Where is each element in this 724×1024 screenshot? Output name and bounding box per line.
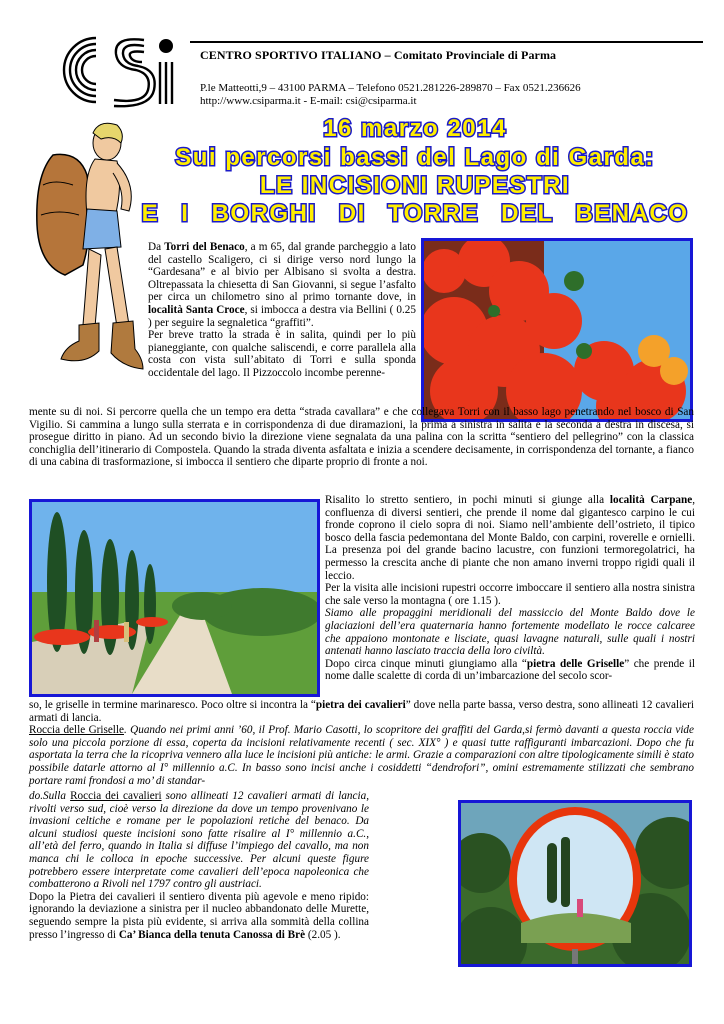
address-line: P.le Matteotti,9 – 43100 PARMA – Telefono 0521.281226-289870 – Fax 0521.236626 — [200, 82, 581, 94]
carpane-text-2: , confluenza di diversi sentieri, che prende il nome dal gigantesco carpino le cui fronde coprono il cielo sopra di noi. Siamo nell’ambiente dell’ostrieto, il tipico bosco della fascia pedemontana del Monte Baldo, con carpini, roverelle e ornielli. La presenza poi del grande bacino lacustre, con funzioni termoregolatrici, ha permesso la crescita anche di piante che non amano inverni troppo rigidi quali il leccio. — [325, 494, 695, 582]
title-date: 16 marzo 2014 — [323, 115, 507, 142]
roccia-cavalieri-body — [29, 790, 369, 891]
place-carpane: località Carpane — [609, 494, 693, 506]
place-ca-bianca: Ca’ Bianca della tenuta Canossa di Brè — [118, 928, 306, 941]
glaciation-text: Siamo alle propaggini meridionali del massiccio del Monte Baldo dove le glaciazioni dell’era quaternaria hanno fortemente modellato le rocce calcaree che appaiono montonate e lisciate, quasi lavagne naturali, sulle quali i nostri antenati hanno lasciato traccia della loro civiltà. — [325, 607, 695, 658]
intro-text-1: Da — [148, 241, 165, 253]
place-torri: Torri del Benaco — [164, 241, 245, 253]
griselle-paragraph — [325, 658, 695, 683]
header-rule — [190, 41, 703, 43]
griselle-text-1: Dopo circa cinque minuti giungiamo alla “ — [325, 657, 527, 670]
route-paragraph: mente su di noi. Si percorre quella che un tempo era detta “strada cavallara” e che collegava Torri con il basso lago penetrando nel bosco di San Vigilio. Si cammina a lungo sulla sterrata e in corrispondenza di due diramazioni, la prima a sinistra in salita e la seconda a destra in discesa, si prosegue diritto in piano. Ad un secondo bivio la direzione viene segnalata da una palina con la scritta “sentiero del pellegrino” con la classica conchiglia dell’itinerario di Compostela. Quando la strada diventa asfaltata e inizia a scendere decisamente, in corrispondenza del tornante, a fianco di una cabina di trasformazione, si imbocca il sentiero che diparte proprio di fronte a noi. — [29, 406, 694, 469]
final-text-2: (2.05 ). — [305, 928, 341, 941]
cavalieri-text-1: so, le griselle in termine marinaresco. Poco oltre si incontra la “ — [29, 699, 316, 711]
roccia-griselle-text: . Quando nei primi anni ’60, il Prof. Mario Casotti, lo scopritore dei graffiti del Garda,si fermò davanti a questa roccia vide solo una piccola porzione di essa, coperta da incisioni relativamente recenti ( sec. XIX° ) e quasi tutte raffiguranti imbarcazioni. Dopo che fu asportata la terra che la ricopriva vennero alla luce le incisioni più antiche: le armi. Grazie a comparazioni con altre tipologicamente simili è stato possibile datarle attorno al I° millennio a.C. In basso sono incisi anche i cosiddetti “dendrofori”, omini estremamente stilizzati che sembrano portare rami frondosi a mo’ di standar- — [29, 724, 694, 787]
intro-text-3: , si imbocca a destra via Bellini ( 0.25 ) per seguire la segnaletica “graffiti”. — [148, 303, 416, 329]
roccia-cavalieri-text-2: sono allineati 12 cavalieri armati di lancia, rivolti verso sud, cioè verso la direzione da dove un tempo provenivano le invasioni celtiche e romane per le popolazioni retiche del benaco. Da alcuni studiosi queste incisioni sono fatte risalire al I° millennio a.C., all’età del ferro, quando in Italia si diffuse l’impiego del cavallo, ma non manca chi le colloca in epoche successive. Per alcuni queste figure potrebbero essere interpretate come cavalieri dell’epoca napoleonica che combatterono a Rivoli nel 1797 contro gli austriaci. — [29, 790, 369, 891]
griselle-text-2: ” che prende il nome dalle scalette di corda di un’imbarcazione del secolo scor- — [325, 657, 695, 683]
carpane-text-1: Risalito lo stretto sentiero, in pochi minuti si giunge alla — [325, 494, 610, 506]
final-text-1: Dopo la Pietra dei cavalieri il sentiero diventa più agevole e meno ripido: ignorando la deviazione a sinistra per il nucleo abbandonato delle Murette, seguendo sempre la pista più evidente, si arriva alla sommità della collina presso l’ingresso di — [29, 890, 369, 941]
roccia-cavalieri-heading: Roccia dei cavalieri — [70, 790, 162, 802]
glaciation-paragraph — [325, 607, 695, 657]
place-cavalieri: pietra dei cavalieri — [315, 699, 406, 711]
intro-paragraph-2: Per breve tratto la strada è in salita, quindi per lo più pianeggiante, con qualche saliscendi, e corre parallela alla costa con vista sull’abitato di Torri e sulla sponda occidentale del lago. Il Pizzoccolo incombe perenne- — [148, 329, 416, 379]
cavalieri-text-2: ” dove nella parte bassa, verso destra, sono allineati 12 cavalieri armati di lancia. — [29, 699, 694, 724]
photo-red-berries — [421, 238, 693, 422]
intro-text-2: , a m 65, dal grande parcheggio a lato del castello Scaligero, ci si dirige verso nord lungo la “Gardesana” e al bivio per Albisano si svolta a destra. Oltrepassata la chiesetta di San Giovanni, si segue l’asfalto per circa un chilometro sino al primo tornante dove, in — [148, 241, 417, 304]
carpane-paragraph — [325, 494, 695, 683]
photo-road-mirror — [458, 800, 692, 967]
roccia-griselle-paragraph — [29, 724, 694, 787]
photo-cypress-path — [29, 499, 320, 697]
title-main: LE INCISIONI RUPESTRI — [259, 172, 571, 199]
place-griselle: pietra delle Griselle — [526, 657, 625, 670]
title-subtitle: Sui percorsi bassi del Lago di Garda: — [175, 144, 655, 171]
web-line: http://www.csiparma.it - E-mail: csi@csiparma.it — [200, 95, 417, 107]
roccia-cavalieri-text-1: do.Sulla — [29, 790, 71, 802]
cavalieri-paragraph — [29, 699, 694, 787]
csi-logo — [52, 30, 190, 110]
place-santa-croce: località Santa Croce — [148, 303, 245, 316]
org-contacts — [200, 82, 581, 108]
roccia-griselle-heading: Roccia delle Griselle — [29, 724, 124, 737]
visit-paragraph: Per la visita alle incisioni rupestri occorre imboccare il sentiero alla nostra sinistra che sale verso la montagna ( ore 1.15 ). — [325, 582, 695, 607]
org-name: CENTRO SPORTIVO ITALIANO – Comitato Provinciale di Parma — [200, 48, 557, 62]
intro-paragraph — [148, 241, 416, 380]
roccia-cavalieri-paragraph — [29, 790, 369, 941]
final-paragraph — [29, 891, 369, 941]
title-secondary: E I BORGHI DI TORRE DEL BENACO — [141, 200, 689, 227]
